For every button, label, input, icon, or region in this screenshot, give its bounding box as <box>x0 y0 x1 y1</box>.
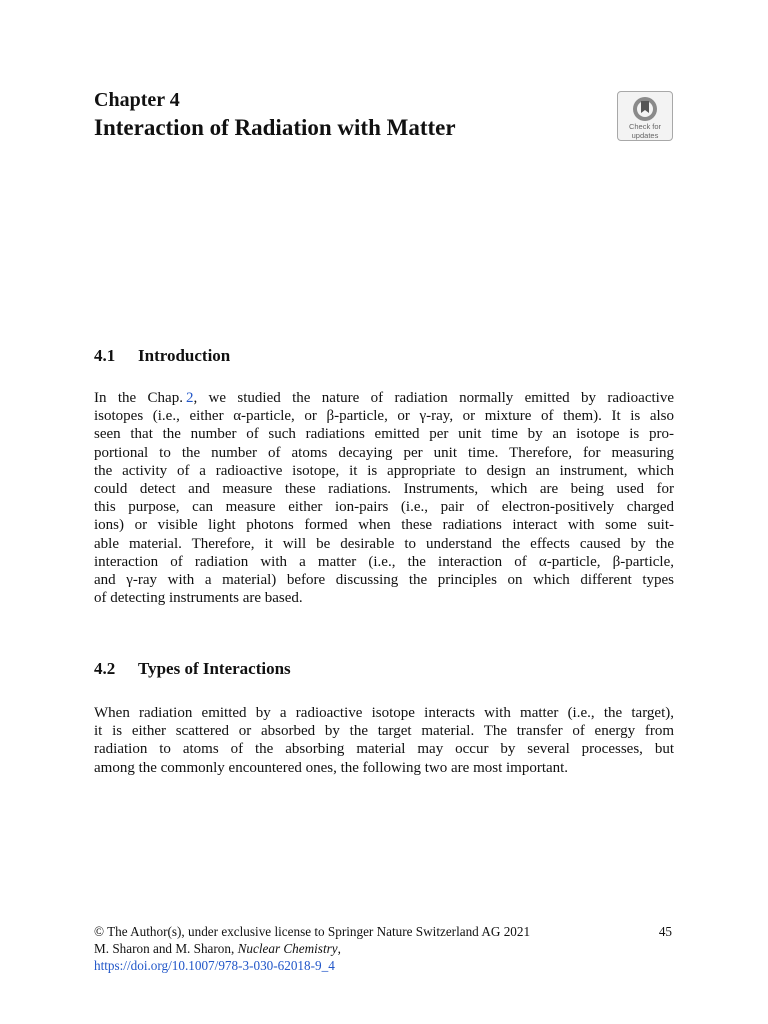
paragraph-line: isotopes (i.e., either α-particle, or β-particle, or γ-ray, or mixture of them). It is also <box>94 408 674 425</box>
paragraph-line: radiation to atoms of the absorbing material may occur by several processes, but <box>94 741 674 758</box>
paragraph-line: portional to the number of atoms decaying per unit time. Therefore, for measuring <box>94 444 674 461</box>
chapter-title: Interaction of Radiation with Matter <box>94 115 456 140</box>
paragraph-line: When radiation emitted by a radioactive isotope interacts with matter (i.e., the target), <box>94 705 674 721</box>
paragraph-line: interaction of radiation with a matter (i.e., the interaction of α-particle, β-particle, <box>94 553 674 570</box>
footer <box>94 923 674 974</box>
paragraph-line: could detect and measure these radiations. Instruments, which are being used for <box>94 481 674 498</box>
section-heading-introduction <box>94 346 230 366</box>
paragraph-line: among the commonly encountered ones, the following two are most important. <box>94 759 569 776</box>
copyright-notice: © The Author(s), under exclusive license to Springer Nature Switzerland AG 2021 <box>94 924 531 939</box>
chapter-2-link[interactable]: 2 <box>185 390 194 406</box>
paragraph-line: the activity of a radioactive isotope, it is appropriate to design an instrument, which <box>94 462 674 479</box>
section-title: Introduction <box>138 346 231 365</box>
page-number: 45 <box>658 924 672 939</box>
check-for-updates-icon <box>632 96 658 122</box>
paragraph-line: and γ-ray with a material) before discussing the principles on which different types <box>94 572 674 589</box>
paragraph-line: ions) or visible light photons formed when these radiations interact with some suit- <box>94 517 674 534</box>
types-of-interactions-paragraph <box>94 704 674 777</box>
paragraph-line: it is either scattered or absorbed by the target material. The transfer of energy from <box>94 723 674 740</box>
section-number: 4.2 <box>94 659 116 678</box>
section-number: 4.1 <box>94 346 116 365</box>
badge-text-line1: Check for <box>628 122 662 131</box>
badge-text-line2: updates <box>631 131 659 140</box>
paragraph-line: seen that the number of such radiations emitted per unit time by an isotope is pro- <box>94 426 674 443</box>
paragraph-line: In the Chap. 2, we studied the nature of radiation normally emitted by radioactive <box>94 390 674 406</box>
check-for-updates-badge[interactable] <box>617 91 673 141</box>
introduction-paragraph <box>94 389 674 607</box>
book-citation: M. Sharon and M. Sharon, Nuclear Chemistry, <box>94 941 341 956</box>
paragraph-line: of detecting instruments are based. <box>94 590 303 607</box>
paragraph-line: able material. Therefore, it will be desirable to understand the effects caused by the <box>94 535 674 552</box>
section-heading-types-of-interactions <box>94 659 291 679</box>
chapter-label: Chapter 4 <box>94 89 180 111</box>
doi-link[interactable]: https://doi.org/10.1007/978-3-030-62018-9_4 <box>94 958 335 973</box>
book-title: Nuclear Chemistry <box>237 941 338 956</box>
paragraph-line: this purpose, can measure either ion-pairs (i.e., pair of electron-positively charged <box>94 499 674 516</box>
section-title: Types of Interactions <box>138 659 291 678</box>
